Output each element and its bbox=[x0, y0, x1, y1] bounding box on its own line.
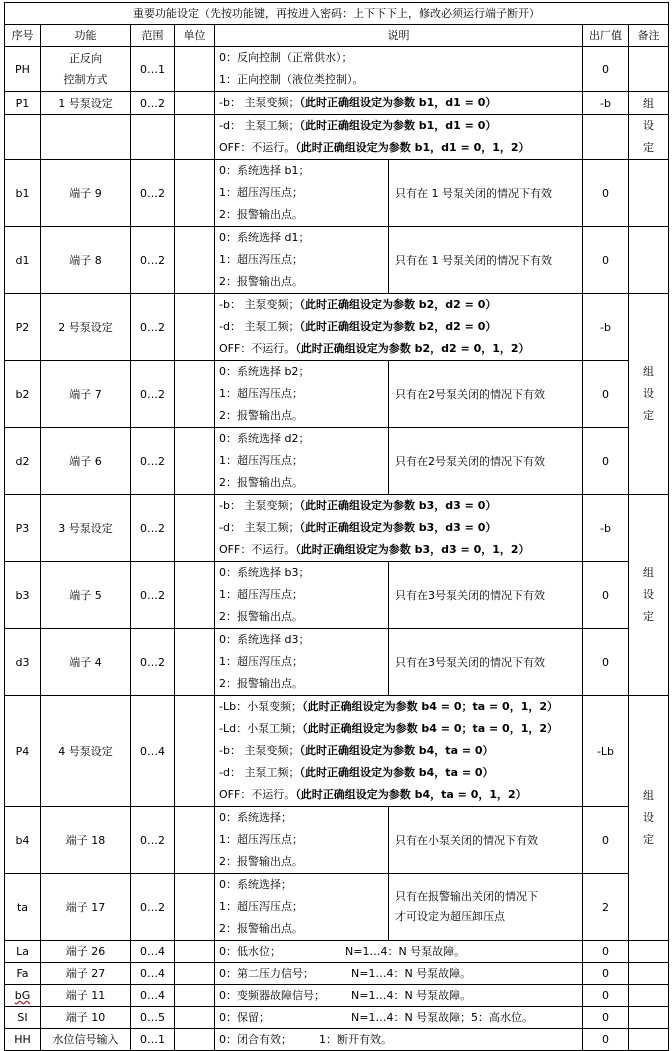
desc-line: 1：超压泻压点； bbox=[219, 186, 303, 199]
cell-factory: 0 bbox=[583, 963, 629, 985]
cell-condition: 只有在小泵关闭的情况下有效 bbox=[389, 807, 583, 874]
desc-note: （此时正确组设定为参数 b3，d3 = 0） bbox=[299, 521, 497, 534]
desc-line: 2：报警输出点。 bbox=[219, 208, 303, 221]
header-func: 功能 bbox=[41, 25, 131, 47]
cell-unit bbox=[175, 227, 215, 294]
cell-func: 端子 27 bbox=[41, 963, 131, 985]
desc-line bbox=[215, 718, 582, 740]
table-row bbox=[5, 696, 669, 807]
cell-unit bbox=[175, 874, 215, 941]
group-note-char: 组 bbox=[643, 365, 654, 378]
desc-option: -d： 主泵工频； bbox=[219, 320, 300, 333]
cell-func: 端子 10 bbox=[41, 1007, 131, 1029]
cell-range: 0…4 bbox=[131, 941, 175, 963]
desc-line: 0：反向控制（正常供水）； bbox=[219, 51, 353, 64]
desc-line: 0：系统选择 d3； bbox=[219, 633, 310, 646]
header-seq: 序号 bbox=[5, 25, 41, 47]
group-note-char: 定 bbox=[643, 833, 654, 846]
cell-remark bbox=[629, 495, 669, 696]
seq-text: bG bbox=[14, 989, 31, 1002]
cell-seq: P4 bbox=[5, 696, 41, 807]
desc-note: （此时正确组设定为参数 b2，d2 = 0） bbox=[299, 320, 497, 333]
cell-seq bbox=[5, 115, 41, 160]
table-row bbox=[5, 92, 669, 115]
cell-desc bbox=[215, 115, 583, 160]
desc-option: N=1…4：N 号泵故障。 bbox=[351, 989, 472, 1002]
cell-seq: Fa bbox=[5, 963, 41, 985]
desc-line: 1：超压泻压点； bbox=[219, 588, 303, 601]
group-note-char: 组 bbox=[643, 566, 654, 579]
cell-func bbox=[41, 115, 131, 160]
desc-option: -b： 主泵变频； bbox=[219, 96, 300, 109]
cell-remark bbox=[629, 115, 669, 160]
desc-note: （此时正确组设定为参数 b4，ta = 0，1，2） bbox=[295, 788, 527, 801]
desc-line bbox=[215, 115, 582, 137]
desc-line bbox=[215, 784, 582, 806]
cell-func: 端子 8 bbox=[41, 227, 131, 294]
cell-seq: b1 bbox=[5, 160, 41, 227]
desc-option: -b： 主泵变频； bbox=[219, 744, 300, 757]
desc-line: 1：超压泻压点； bbox=[219, 454, 303, 467]
table-row bbox=[5, 115, 669, 160]
desc-option: 0：保留； bbox=[219, 1011, 270, 1024]
desc-line: 2：报警输出点。 bbox=[219, 476, 303, 489]
cell-remark bbox=[629, 696, 669, 941]
cell-func: 端子 9 bbox=[41, 160, 131, 227]
cell-seq: SI bbox=[5, 1007, 41, 1029]
cell-factory: 0 bbox=[583, 227, 629, 294]
cell-range: 0…2 bbox=[131, 874, 175, 941]
cell-desc bbox=[215, 696, 583, 807]
desc-line bbox=[215, 740, 582, 762]
desc-option: -b： 主泵变频； bbox=[219, 298, 300, 311]
header-unit: 单位 bbox=[175, 25, 215, 47]
desc-option: OFF：不运行。 bbox=[219, 141, 296, 154]
desc-line: 1：正向控制（液位类控制）。 bbox=[219, 73, 364, 86]
desc-option: 1：断开有效。 bbox=[319, 1033, 392, 1046]
cell-desc bbox=[215, 629, 389, 696]
table-row bbox=[5, 562, 669, 629]
cell-seq: La bbox=[5, 941, 41, 963]
table-title: 重要功能设定（先按功能键，再按进入密码：上下下下上，修改必须运行端子断开） bbox=[5, 3, 669, 25]
cell-func: 水位信号输入 bbox=[41, 1029, 131, 1051]
cell-seq: d2 bbox=[5, 428, 41, 495]
table-row bbox=[5, 160, 669, 227]
cell-remark bbox=[629, 985, 669, 1007]
cell-remark bbox=[629, 1029, 669, 1051]
table-row bbox=[5, 629, 669, 696]
cell-factory: 0 bbox=[583, 807, 629, 874]
cell-seq: P1 bbox=[5, 92, 41, 115]
desc-note: （此时正确组设定为参数 b1，d1 = 0） bbox=[299, 119, 497, 132]
cell-func: 端子 4 bbox=[41, 629, 131, 696]
cell-desc bbox=[215, 985, 583, 1007]
table-row bbox=[5, 963, 669, 985]
cell-factory: -b bbox=[583, 495, 629, 562]
header-row bbox=[5, 25, 669, 47]
cell-factory: -Lb bbox=[583, 696, 629, 807]
cell-remark bbox=[629, 47, 669, 92]
desc-line: 0：系统选择 b1； bbox=[219, 164, 310, 177]
cell-range: 0…2 bbox=[131, 227, 175, 294]
cell-factory: -b bbox=[583, 294, 629, 361]
cell-factory: 0 bbox=[583, 1007, 629, 1029]
cell-factory: 0 bbox=[583, 985, 629, 1007]
cell-factory: 0 bbox=[583, 629, 629, 696]
cell-func: 端子 6 bbox=[41, 428, 131, 495]
desc-line: 2：报警输出点。 bbox=[219, 677, 303, 690]
cell-factory: 0 bbox=[583, 160, 629, 227]
cell-desc bbox=[215, 428, 389, 495]
cell-remark bbox=[629, 227, 669, 294]
group-note-char: 设 bbox=[643, 588, 654, 601]
cell-desc bbox=[215, 963, 583, 985]
cell-range: 0…1 bbox=[131, 1029, 175, 1051]
desc-line bbox=[215, 338, 582, 360]
table-row bbox=[5, 941, 669, 963]
table-row bbox=[5, 985, 669, 1007]
cell-range: 0…4 bbox=[131, 963, 175, 985]
cell-desc bbox=[215, 495, 583, 562]
desc-line: 0：系统选择 b3； bbox=[219, 566, 310, 579]
cell-desc bbox=[215, 1007, 583, 1029]
cell-func: 端子 11 bbox=[41, 985, 131, 1007]
cell-desc bbox=[215, 47, 583, 92]
desc-line: 1：超压泻压点； bbox=[219, 387, 303, 400]
desc-option: -d： 主泵工频； bbox=[219, 521, 300, 534]
group-note-char: 设 bbox=[643, 119, 654, 132]
cell-factory: 0 bbox=[583, 562, 629, 629]
table-row bbox=[5, 361, 669, 428]
cell-factory: 0 bbox=[583, 941, 629, 963]
desc-line: 0：系统选择 d1； bbox=[219, 231, 310, 244]
cell-range: 0…2 bbox=[131, 807, 175, 874]
desc-option: N=1…4：N 号泵故障； bbox=[351, 1011, 472, 1024]
desc-note: （此时正确组设定为参数 b4，ta = 0） bbox=[299, 744, 494, 757]
cell-factory bbox=[583, 115, 629, 160]
header-range: 范围 bbox=[131, 25, 175, 47]
desc-line bbox=[215, 294, 582, 316]
cell-desc bbox=[215, 874, 389, 941]
cell-condition: 只有在2号泵关闭的情况下有效 bbox=[389, 428, 583, 495]
cell-range: 0…4 bbox=[131, 985, 175, 1007]
cell-remark bbox=[629, 941, 669, 963]
cell-condition bbox=[389, 874, 583, 941]
desc-option: -d： 主泵工频； bbox=[219, 766, 300, 779]
desc-option: -d： 主泵工频； bbox=[219, 119, 300, 132]
desc-option: 0：低水位； bbox=[219, 945, 281, 958]
desc-line bbox=[215, 517, 582, 539]
cell-func: 4 号泵设定 bbox=[41, 696, 131, 807]
cell-unit bbox=[175, 1029, 215, 1051]
cell-factory: -b bbox=[583, 92, 629, 115]
desc-option: OFF：不运行。 bbox=[219, 342, 296, 355]
desc-option: -b： 主泵变频； bbox=[219, 499, 300, 512]
desc-note: （此时正确组设定为参数 b1，d1 = 0） bbox=[299, 96, 497, 109]
cell-unit bbox=[175, 428, 215, 495]
desc-line bbox=[215, 762, 582, 784]
cell-unit bbox=[175, 294, 215, 361]
header-desc: 说明 bbox=[215, 25, 583, 47]
cell-unit bbox=[175, 696, 215, 807]
func-line: 正反向 bbox=[69, 52, 102, 65]
desc-line: 2：报警输出点。 bbox=[219, 610, 303, 623]
cell-unit bbox=[175, 1007, 215, 1029]
desc-note: （此时正确组设定为参数 b4 = 0；ta = 0，1，2） bbox=[302, 722, 558, 735]
cell-seq: d3 bbox=[5, 629, 41, 696]
desc-line bbox=[215, 316, 582, 338]
cell-seq: b2 bbox=[5, 361, 41, 428]
cell-seq: ta bbox=[5, 874, 41, 941]
desc-note: （此时正确组设定为参数 b2，d2 = 0） bbox=[299, 298, 497, 311]
condition-line: 才可设定为超压卸压点 bbox=[395, 910, 505, 923]
cell-unit bbox=[175, 963, 215, 985]
desc-line: 2：报警输出点。 bbox=[219, 855, 303, 868]
cell-func: 端子 5 bbox=[41, 562, 131, 629]
cell-factory: 0 bbox=[583, 361, 629, 428]
cell-func: 3 号泵设定 bbox=[41, 495, 131, 562]
cell-unit bbox=[175, 160, 215, 227]
desc-line bbox=[215, 495, 582, 517]
desc-line: 2：报警输出点。 bbox=[219, 922, 303, 935]
table-row bbox=[5, 495, 669, 562]
cell-range: 0…2 bbox=[131, 562, 175, 629]
desc-option: 0：变频器故障信号； bbox=[219, 989, 325, 1002]
cell-condition: 只有在2号泵关闭的情况下有效 bbox=[389, 361, 583, 428]
cell-unit bbox=[175, 562, 215, 629]
desc-line: 2：报警输出点。 bbox=[219, 275, 303, 288]
group-note-char: 定 bbox=[643, 141, 654, 154]
cell-seq: P2 bbox=[5, 294, 41, 361]
table-row bbox=[5, 1007, 669, 1029]
group-note-char: 组 bbox=[643, 789, 654, 802]
cell-seq: P3 bbox=[5, 495, 41, 562]
desc-option: OFF：不运行。 bbox=[219, 788, 296, 801]
desc-line bbox=[215, 696, 582, 718]
cell-condition: 只有在3号泵关闭的情况下有效 bbox=[389, 562, 583, 629]
cell-range: 0…2 bbox=[131, 160, 175, 227]
cell-range: 0…2 bbox=[131, 92, 175, 115]
cell-seq bbox=[5, 985, 41, 1007]
desc-option: 0：闭合有效； bbox=[219, 1033, 292, 1046]
cell-range: 0…1 bbox=[131, 47, 175, 92]
cell-func: 1 号泵设定 bbox=[41, 92, 131, 115]
cell-desc bbox=[215, 92, 583, 115]
desc-option: -Ld：小泵工频； bbox=[219, 722, 303, 735]
desc-note: （此时正确组设定为参数 b3，d3 = 0） bbox=[299, 499, 497, 512]
cell-unit bbox=[175, 629, 215, 696]
cell-seq: d1 bbox=[5, 227, 41, 294]
cell-unit bbox=[175, 941, 215, 963]
group-note-char: 组 bbox=[629, 92, 669, 115]
cell-seq: PH bbox=[5, 47, 41, 92]
desc-line bbox=[215, 539, 582, 561]
cell-range: 0…2 bbox=[131, 294, 175, 361]
cell-remark bbox=[629, 294, 669, 495]
cell-remark bbox=[629, 160, 669, 227]
desc-option: N=1…4：N 号泵故障。 bbox=[345, 945, 466, 958]
table-row bbox=[5, 1029, 669, 1051]
desc-line: 1：超压泻压点； bbox=[219, 253, 303, 266]
cell-desc bbox=[215, 160, 389, 227]
cell-unit bbox=[175, 115, 215, 160]
cell-func: 端子 7 bbox=[41, 361, 131, 428]
desc-note: （此时正确组设定为参数 b3，d3 = 0，1，2） bbox=[295, 543, 530, 556]
cell-range: 0…2 bbox=[131, 428, 175, 495]
cell-range: 0…5 bbox=[131, 1007, 175, 1029]
title-row bbox=[5, 3, 669, 25]
header-remark: 备注 bbox=[629, 25, 669, 47]
cell-factory: 0 bbox=[583, 47, 629, 92]
cell-remark bbox=[629, 1007, 669, 1029]
cell-desc bbox=[215, 1029, 583, 1051]
cell-condition: 只有在 1 号泵关闭的情况下有效 bbox=[389, 227, 583, 294]
desc-option: -Lb：小泵变频； bbox=[219, 700, 303, 713]
cell-seq: b3 bbox=[5, 562, 41, 629]
desc-note: （此时正确组设定为参数 b2，d2 = 0，1，2） bbox=[295, 342, 530, 355]
cell-unit bbox=[175, 47, 215, 92]
cell-unit bbox=[175, 495, 215, 562]
cell-desc bbox=[215, 294, 583, 361]
cell-func: 端子 18 bbox=[41, 807, 131, 874]
table-row bbox=[5, 428, 669, 495]
desc-option: OFF：不运行。 bbox=[219, 543, 296, 556]
group-note-char: 定 bbox=[643, 409, 654, 422]
desc-note: （此时正确组设定为参数 b4，ta = 0） bbox=[299, 766, 494, 779]
group-note-char: 设 bbox=[643, 387, 654, 400]
desc-line: 0：系统选择 b2； bbox=[219, 365, 310, 378]
cell-factory: 2 bbox=[583, 874, 629, 941]
cell-range: 0…4 bbox=[131, 696, 175, 807]
cell-desc bbox=[215, 807, 389, 874]
cell-range: 0…2 bbox=[131, 629, 175, 696]
desc-line: 1：超压泻压点； bbox=[219, 655, 303, 668]
desc-option: N=1…4：N 号泵故障。 bbox=[351, 967, 472, 980]
cell-condition: 只有在 1 号泵关闭的情况下有效 bbox=[389, 160, 583, 227]
cell-desc bbox=[215, 941, 583, 963]
table-row bbox=[5, 47, 669, 92]
condition-line: 只有在报警输出关闭的情况下 bbox=[395, 890, 538, 903]
desc-line: 1：超压泻压点； bbox=[219, 900, 303, 913]
cell-func: 2 号泵设定 bbox=[41, 294, 131, 361]
cell-factory: 0 bbox=[583, 1029, 629, 1051]
cell-condition: 只有在3号泵关闭的情况下有效 bbox=[389, 629, 583, 696]
cell-range: 0…2 bbox=[131, 495, 175, 562]
func-line: 控制方式 bbox=[63, 73, 108, 86]
desc-note: （此时正确组设定为参数 b1，d1 = 0，1，2） bbox=[295, 141, 530, 154]
cell-func: 端子 26 bbox=[41, 941, 131, 963]
cell-desc bbox=[215, 361, 389, 428]
cell-func: 端子 17 bbox=[41, 874, 131, 941]
cell-range bbox=[131, 115, 175, 160]
desc-option: 0：第二压力信号； bbox=[219, 967, 314, 980]
cell-desc bbox=[215, 562, 389, 629]
table-row bbox=[5, 874, 669, 941]
desc-line bbox=[215, 92, 582, 114]
cell-seq: b4 bbox=[5, 807, 41, 874]
desc-line bbox=[215, 137, 582, 159]
desc-note: （此时正确组设定为参数 b4 = 0；ta = 0，1，2） bbox=[302, 700, 558, 713]
desc-line: 0：系统选择； bbox=[219, 878, 292, 891]
header-factory: 出厂值 bbox=[583, 25, 629, 47]
cell-unit bbox=[175, 361, 215, 428]
desc-line: 2：报警输出点。 bbox=[219, 409, 303, 422]
desc-line: 0：系统选择 d2； bbox=[219, 432, 310, 445]
table-row bbox=[5, 227, 669, 294]
desc-line: 1：超压泻压点； bbox=[219, 833, 303, 846]
cell-func bbox=[41, 47, 131, 92]
cell-remark bbox=[629, 963, 669, 985]
cell-unit bbox=[175, 92, 215, 115]
cell-unit bbox=[175, 985, 215, 1007]
desc-option: 5：高水位。 bbox=[471, 1011, 533, 1024]
function-settings-table bbox=[4, 2, 669, 1051]
table-row bbox=[5, 807, 669, 874]
table-row bbox=[5, 294, 669, 361]
cell-desc bbox=[215, 227, 389, 294]
cell-seq: HH bbox=[5, 1029, 41, 1051]
cell-range: 0…2 bbox=[131, 361, 175, 428]
desc-line: 0：系统选择； bbox=[219, 811, 292, 824]
cell-unit bbox=[175, 807, 215, 874]
group-note-char: 设 bbox=[643, 811, 654, 824]
cell-factory: 0 bbox=[583, 428, 629, 495]
group-note-char: 定 bbox=[643, 610, 654, 623]
